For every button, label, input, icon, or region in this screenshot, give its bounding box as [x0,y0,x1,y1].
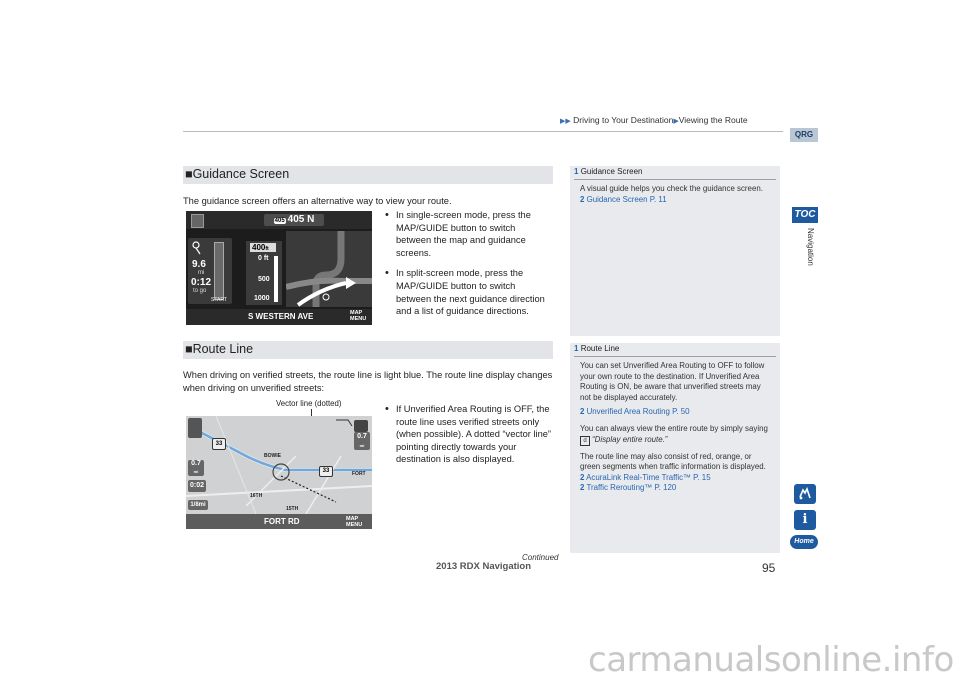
note-link[interactable]: 2 Traffic Rerouting™ P. 120 [580,483,677,493]
toc-tab[interactable]: TOC [792,207,818,223]
voice-command-icon[interactable] [794,484,816,504]
compass-icon [191,214,204,228]
destination-icon [354,420,368,432]
triangle-icon: ▶▶ [560,118,571,125]
map-scale: 1/8mi [188,500,208,510]
breadcrumb-part-2[interactable]: Viewing the Route [678,115,748,125]
route-intro: When driving on verified streets, the route line is light blue. The route line display changes when driving on unverified streets: [183,370,553,393]
route-bullets [384,403,552,474]
voice-command-icon: d [580,436,590,446]
time-readout: 0:02 [188,480,206,492]
note-panel-route: 1 Route Line You can set Unverified Area Routing to OFF to follow your own route to the destination. If Unverified Area Routing is ON, be aware that unverified streets may not be displayed accurately. 2 Unverified Area Routing P. 50 You can always view the entire route by simply saying d “Display entire route.” The route line may also consist of red, orange, or green segments when traffic information is displayed. 2 AcuraLink Real-Time Traffic™ P. 15 2 Traffic Rerouting™ P. 120 [570,343,780,553]
next-turn-distance: 400ft [250,243,276,252]
distance-readout: 0.7 mi [188,460,204,476]
note-link[interactable]: 2 AcuraLink Real-Time Traffic™ P. 15 [580,472,711,482]
section-title: Route Line [192,342,254,356]
section-header-guidance [183,166,553,184]
info-icon[interactable]: i [794,510,816,530]
note-panel-guidance: 1 Guidance Screen A visual guide helps you check the guidance screen. 2 Guidance Screen P. 11 [570,166,780,336]
guidance-screen-image: 405 405 N 9.6 mi 0:12 to go START 400ft 0 ft 500 1000 S WESTERN AVE MAP MENU [186,211,372,325]
triangle-icon: ▶ [673,118,679,125]
compass-icon [188,418,202,438]
map-menu-button: MAP MENU [350,310,367,322]
map-menu-button: MAP MENU [346,516,363,528]
note-link[interactable]: 2 Guidance Screen P. 11 [580,194,667,204]
route-name: 405 405 N [264,214,324,226]
link-arrow-icon: 2 [580,407,585,417]
current-street: S WESTERN AVE [248,312,314,321]
progress-bar [214,242,224,300]
section-header-route [183,341,553,359]
guidance-bullets [384,209,552,326]
link-arrow-icon: 2 [580,472,585,482]
breadcrumb-part-1[interactable]: Driving to Your Destination [573,115,674,125]
distance-readout: 0.7 mi [354,432,370,450]
distance-to-go: 9.6 [192,259,206,270]
link-arrow-icon: 2 [580,194,585,204]
watermark: carmanualsonline.info [588,640,954,680]
list-item: • If Unverified Area Routing is OFF, the route line uses verified streets only (when possible). A dotted “vector line” pointing directly towards your destination is also displayed. [384,403,552,466]
qrg-tab[interactable]: QRG [790,128,818,142]
square-bullet-icon: ■ [185,342,193,356]
manual-title: 2013 RDX Navigation [436,561,532,572]
section-title: Guidance Screen [192,167,290,181]
guidance-intro: The guidance screen offers an alternative way to view your route. [183,196,452,206]
current-street: FORT RD [264,517,300,526]
list-item: • In split-screen mode, press the MAP/GUIDE button to switch between the next guidance direction and a list of guidance directions. [384,267,552,317]
vector-line-callout: Vector line (dotted) [276,399,342,408]
page-number: 95 [762,561,776,575]
route-shield: 33 [319,466,333,477]
link-arrow-icon: 2 [580,483,585,493]
turn-arrow-icon [286,231,372,307]
breadcrumb [560,115,748,125]
continued-label: Continued [522,553,559,562]
header-divider [183,131,783,132]
home-tab[interactable]: Home [790,535,818,549]
destination-pin-icon [191,241,205,257]
list-item: • In single-screen mode, press the MAP/GUIDE button to switch between the map and guidance screens. [384,209,552,259]
route-shield: 33 [212,438,226,450]
route-map-image: 33 33 BOWIE 16TH 15TH FORT 0.7 mi 0:02 1/8mi 0.7 mi FORT RD MAP MENU [186,416,372,529]
square-bullet-icon: ■ [185,167,193,181]
note-link[interactable]: 2 Unverified Area Routing P. 50 [580,407,690,417]
section-label: Navigation [806,228,815,266]
time-to-go: 0:12 [191,277,212,288]
